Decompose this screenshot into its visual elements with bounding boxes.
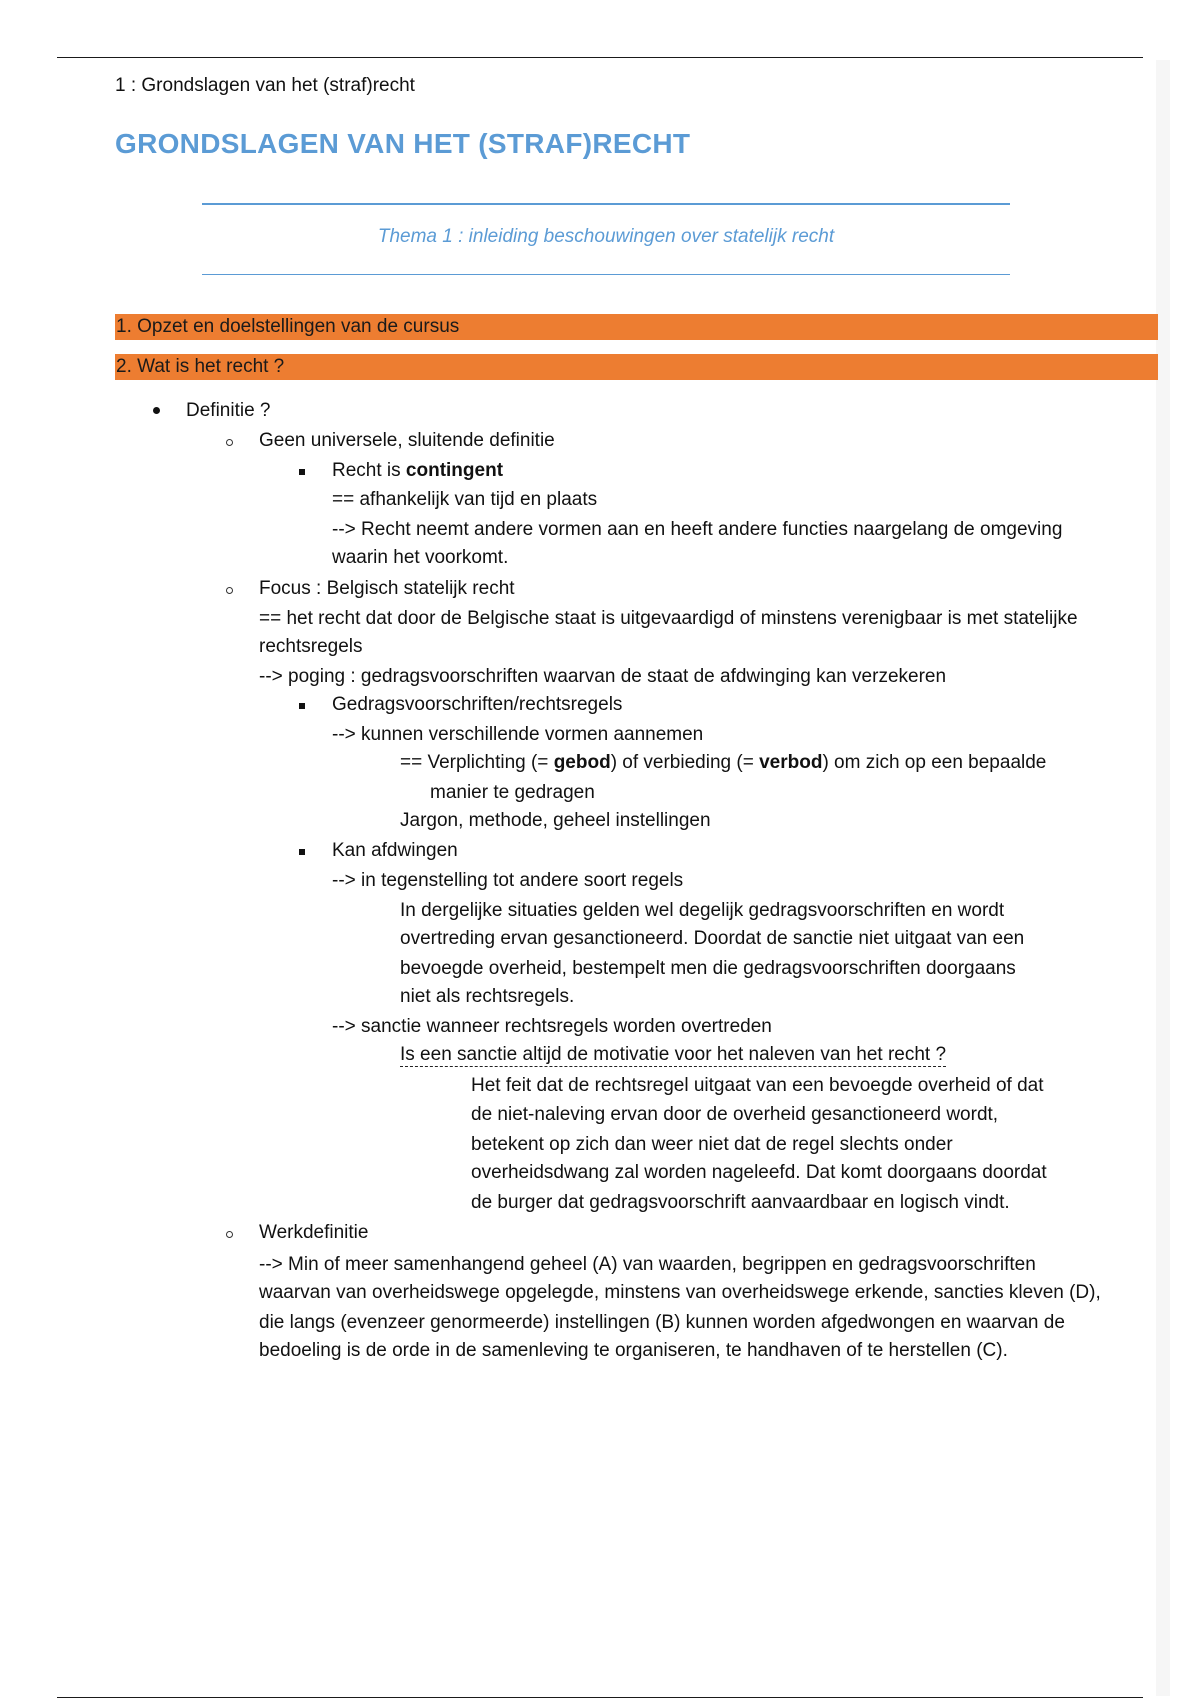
text-gebod: gebod xyxy=(553,752,611,773)
text-tegenstelling: --> in tegenstelling tot andere soort regels xyxy=(332,870,684,891)
theme-block xyxy=(202,203,1010,275)
bullet-square-icon xyxy=(299,469,305,475)
text-recht-is: Recht is xyxy=(332,460,406,481)
theme-bottom-rule xyxy=(202,274,1010,276)
text-focus-def-2: rechtsregels xyxy=(259,636,363,657)
text-contingent: contingent xyxy=(405,460,504,481)
running-header: 1 : Grondslagen van het (straf)recht xyxy=(115,75,415,96)
bottom-rule xyxy=(57,1697,1143,1698)
text-derg-2: overtreding ervan gesanctioneerd. Doordat de sanctie niet uitgaat van een xyxy=(400,928,1025,949)
list-item-geen-universele: Geen universele, sluitende definitie xyxy=(259,430,555,451)
bullet-circle-icon xyxy=(226,1231,233,1238)
top-rule xyxy=(57,57,1143,58)
text-neemt-1: --> Recht neemt andere vormen aan en heeft andere functies naargelang de omgeving xyxy=(332,519,1063,540)
text-feit-4: overheidsdwang zal worden nageleefd. Dat komt doorgaans doordat xyxy=(471,1162,1047,1183)
bullet-disc-icon xyxy=(153,407,160,414)
text-derg-3: bevoegde overheid, bestempelt men die gedragsvoorschriften doorgaans xyxy=(400,958,1016,979)
text-werk-1: --> Min of meer samenhangend geheel (A) van waarden, begrippen en gedragsvoorschriften xyxy=(259,1254,1036,1275)
text-poging: --> poging : gedragsvoorschriften waarvan de staat de afdwinging kan verzekeren xyxy=(259,666,947,687)
list-item-contingent xyxy=(332,458,503,484)
theme-subtitle: Thema 1 : inleiding beschouwingen over statelijk recht xyxy=(377,226,835,247)
text-feit-3: betekent op zich dan weer niet dat de regel slechts onder xyxy=(471,1134,953,1155)
text-verbod: verbod xyxy=(759,752,823,773)
text-vraag xyxy=(400,1042,946,1068)
text-verpl-c: ) om zich op een bepaalde xyxy=(822,752,1047,773)
text-neemt-2: waarin het voorkomt. xyxy=(332,547,509,568)
section-heading-1: 1. Opzet en doelstellingen van de cursus xyxy=(115,314,1158,340)
list-item-werkdefinitie: Werkdefinitie xyxy=(259,1222,369,1243)
page-title: GRONDSLAGEN VAN HET (STRAF)RECHT xyxy=(115,128,691,159)
bullet-square-icon xyxy=(299,849,305,855)
text-verplichting xyxy=(400,750,1046,776)
text-verpl-b: ) of verbieding (= xyxy=(610,752,760,773)
section-heading-2: 2. Wat is het recht ? xyxy=(115,354,1158,380)
list-item-definitie: Definitie ? xyxy=(186,400,271,421)
text-vraag-underlined: Is een sanctie altijd de motivatie voor het naleven van het recht ? xyxy=(400,1044,947,1065)
bullet-circle-icon xyxy=(226,587,233,594)
text-afhankelijk: == afhankelijk van tijd en plaats xyxy=(332,489,598,510)
text-verpl-2: manier te gedragen xyxy=(430,782,595,803)
list-item-focus: Focus : Belgisch statelijk recht xyxy=(259,578,515,599)
list-item-gedragsvoorschriften: Gedragsvoorschriften/rechtsregels xyxy=(332,694,623,715)
text-feit-5: de burger dat gedragsvoorschrift aanvaardbaar en logisch vindt. xyxy=(471,1192,1010,1213)
text-vormen: --> kunnen verschillende vormen aannemen xyxy=(332,724,704,745)
text-feit-1: Het feit dat de rechtsregel uitgaat van een bevoegde overheid of dat xyxy=(471,1075,1044,1096)
text-werk-2: waarvan van overheidswege opgelegde, minstens van overheidswege erkende, sancties kleven (D), xyxy=(259,1282,1101,1303)
text-werk-3: die langs (evenzeer genormeerde) instellingen (B) kunnen worden afgedwongen en waarvan de xyxy=(259,1312,1065,1333)
text-focus-def-1: == het recht dat door de Belgische staat is uitgevaardigd of minstens verenigbaar is met statelijke xyxy=(259,608,1078,629)
text-verpl-a: == Verplichting (= xyxy=(400,752,554,773)
text-werk-4: bedoeling is de orde in de samenleving te organiseren, te handhaven of te herstellen (C). xyxy=(259,1340,1008,1361)
theme-top-rule xyxy=(202,203,1010,205)
bullet-circle-icon xyxy=(226,439,233,446)
text-sanctie: --> sanctie wanneer rechtsregels worden overtreden xyxy=(332,1016,772,1037)
text-derg-4: niet als rechtsregels. xyxy=(400,986,575,1007)
text-jargon: Jargon, methode, geheel instellingen xyxy=(400,810,711,831)
text-feit-2: de niet-naleving ervan door de overheid gesanctioneerd wordt, xyxy=(471,1104,999,1125)
list-item-kan-afdwingen: Kan afdwingen xyxy=(332,840,458,861)
bullet-square-icon xyxy=(299,703,305,709)
text-derg-1: In dergelijke situaties gelden wel degelijk gedragsvoorschriften en wordt xyxy=(400,900,1005,921)
page-shadow xyxy=(1156,60,1170,1696)
